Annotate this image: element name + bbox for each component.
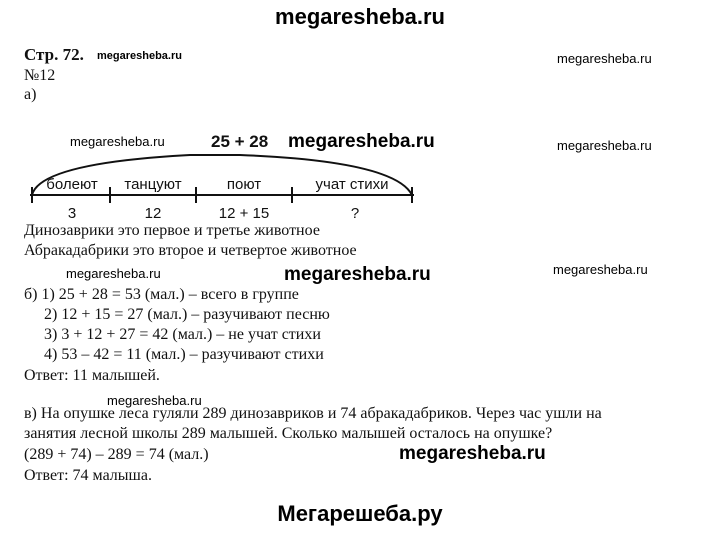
segment-diagram — [0, 125, 720, 225]
answer-line: Ответ: 11 малышей. — [24, 367, 160, 384]
text-line: в) На опушке леса гуляли 289 динозавриков и 74 абракадабриков. Через час ушли на — [24, 405, 602, 422]
watermark-large: megaresheba.ru — [284, 264, 431, 285]
segment-label: танцуют — [124, 176, 182, 193]
diagram-total-label: 25 + 28 — [211, 132, 269, 151]
text-line: занятия лесной школы 289 малышей. Сколько малышей осталось на опушке? — [24, 425, 553, 442]
watermark-small: megaresheba.ru — [107, 393, 202, 408]
watermark-small: megaresheba.ru — [557, 51, 652, 66]
task-number: №12 — [24, 67, 56, 84]
solution-step: 4) 53 – 42 = 11 (мал.) – разучивают стихи — [44, 346, 324, 363]
watermark-small: megaresheba.ru — [70, 134, 165, 149]
segment-value: 3 — [67, 205, 77, 222]
watermark-large: megaresheba.ru — [288, 131, 435, 152]
watermark-small: megaresheba.ru — [557, 138, 652, 153]
part-a-label: а) — [24, 86, 37, 103]
solution-step: 3) 3 + 12 + 27 = 42 (мал.) – не учат стихи — [44, 326, 321, 343]
segment-value: ? — [350, 205, 360, 222]
watermark-large: megaresheba.ru — [399, 443, 546, 464]
watermark-small: megaresheba.ru — [97, 50, 182, 62]
segment-label: болеют — [46, 176, 98, 193]
site-title-top: megaresheba.ru — [275, 4, 445, 29]
segment-value: 12 — [144, 205, 162, 222]
answer-line: Ответ: 74 малыша. — [24, 467, 152, 484]
page-number: Стр. 72. — [24, 45, 84, 64]
text-line: Динозаврики это первое и третье животное — [24, 222, 320, 239]
solution-step: б) 1) 25 + 28 = 53 (мал.) – всего в группе — [24, 286, 299, 303]
segment-label: учат стихи — [315, 176, 389, 193]
segment-value: 12 + 15 — [218, 205, 270, 222]
solution-step: 2) 12 + 15 = 27 (мал.) – разучивают песню — [44, 306, 330, 323]
site-title-bottom: Мегарешеба.ру — [277, 501, 443, 526]
segment-label: поют — [226, 176, 262, 193]
text-line: Абракадабрики это второе и четвертое животное — [24, 242, 357, 259]
watermark-small: megaresheba.ru — [553, 262, 648, 277]
solution-step: (289 + 74) – 289 = 74 (мал.) — [24, 446, 209, 463]
watermark-small: megaresheba.ru — [66, 266, 161, 281]
